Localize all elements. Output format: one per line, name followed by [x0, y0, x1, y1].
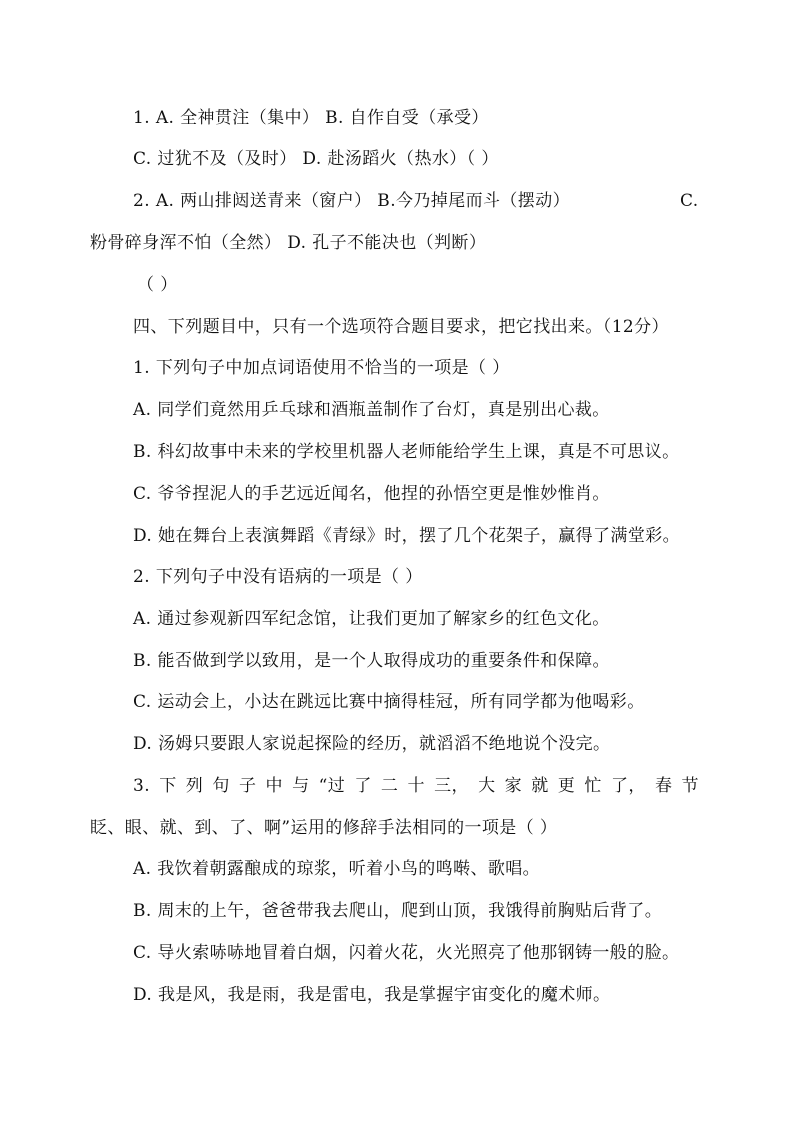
q4-3-stem-seg: 二	[380, 776, 399, 796]
q4-3-stem-seg: 3.	[133, 776, 151, 796]
q3-2-option-c-label: C.	[680, 191, 699, 211]
q4-3-stem-seg: 了	[354, 776, 372, 796]
q4-3-stem-seg: 句	[212, 776, 230, 796]
q4-3-stem-seg: 子	[238, 776, 257, 796]
q4-3-stem-seg: 与	[292, 776, 310, 796]
q4-1-option-b: B. 科幻故事中未来的学校里机器人老师能给学生上课，真是不可思议。	[133, 442, 680, 462]
q4-1-stem: 1. 下列句子中加点词语使用不恰当的一项是（ ）	[133, 358, 510, 378]
q4-2-stem: 2. 下列句子中没有语病的一项是（ ）	[133, 567, 423, 587]
q3-1-options-ab: 1. A. 全神贯注（集中） B. 自作自受（承受）	[133, 108, 489, 128]
q4-3-option-d: D. 我是风，我是雨，我是雷电，我是掌握宇宙变化的魔术师。	[133, 985, 611, 1005]
q4-3-stem-line2: 眨、眼、就、到、了、啊”运用的修辞手法相同的一项是（ ）	[90, 818, 558, 838]
q4-3-stem-seg: 就	[531, 776, 549, 796]
q4-1-option-c: C. 爷爷捏泥人的手艺远近闻名，他捏的孙悟空更是惟妙惟肖。	[133, 484, 610, 504]
q4-3-stem-seg: 列	[185, 776, 204, 796]
q4-1-option-d: D. 她在舞台上表演舞蹈《青绿》时，摆了几个花架子，赢得了满堂彩。	[133, 526, 681, 546]
q3-2-options-cd: 粉骨碎身浑不怕（全然） D. 孔子不能决也（判断）	[90, 233, 487, 253]
q4-3-stem-seg: 家	[504, 776, 523, 796]
q4-3-stem-line1	[133, 775, 699, 797]
q4-3-stem-seg: 中	[265, 776, 283, 796]
q4-3-stem-seg: 下	[159, 776, 177, 796]
q3-2-options-ab	[133, 190, 570, 212]
q4-3-stem-seg: 三，	[434, 776, 469, 796]
q4-2-option-b: B. 能否做到学以致用，是一个人取得成功的重要条件和保障。	[133, 651, 610, 671]
q3-1-options-cd: C. 过犹不及（及时） D. 赴汤蹈火（热水）（ ）	[133, 149, 499, 169]
section4-heading: 四、下列题目中，只有一个选项符合题目要求，把它找出来。（12分）	[133, 317, 669, 337]
q4-3-option-c: C. 导火索哧哧地冒着白烟，闪着火花，火光照亮了他那钢铸一般的脸。	[133, 943, 680, 963]
q3-2-answer-blank: （ ）	[137, 275, 178, 295]
q4-3-stem-seg: 忙	[584, 776, 602, 796]
q4-3-stem-seg: 了，	[610, 776, 646, 796]
q4-3-stem-seg: 节	[681, 776, 699, 796]
q4-3-stem-seg: 十	[407, 776, 425, 796]
q3-2-options-ab-text: 2. A. 两山排闼送青来（窗户） B.今乃掉尾而斗（摆动）	[133, 191, 571, 211]
q4-3-stem-seg: 大	[478, 776, 496, 796]
q4-3-stem-seg: 更	[557, 776, 576, 796]
q4-3-stem-seg: 春	[654, 776, 673, 796]
q4-2-option-c: C. 运动会上，小达在跳远比赛中摘得桂冠，所有同学都为他喝彩。	[133, 692, 645, 712]
q4-2-option-a: A. 通过参观新四军纪念馆，让我们更加了解家乡的红色文化。	[133, 609, 610, 629]
q4-3-stem-seg: “过	[318, 776, 346, 796]
q4-1-option-a: A. 同学们竟然用乒乓球和酒瓶盖制作了台灯，真是别出心裁。	[133, 400, 610, 420]
q4-3-option-a: A. 我饮着朝露酿成的琼浆，听着小鸟的鸣啭、歌唱。	[133, 859, 541, 879]
q4-2-option-d: D. 汤姆只要跟人家说起探险的经历，就滔滔不绝地说个没完。	[133, 734, 611, 754]
q4-3-option-b: B. 周末的上午，爸爸带我去爬山，爬到山顶，我饿得前胸贴后背了。	[133, 901, 663, 921]
